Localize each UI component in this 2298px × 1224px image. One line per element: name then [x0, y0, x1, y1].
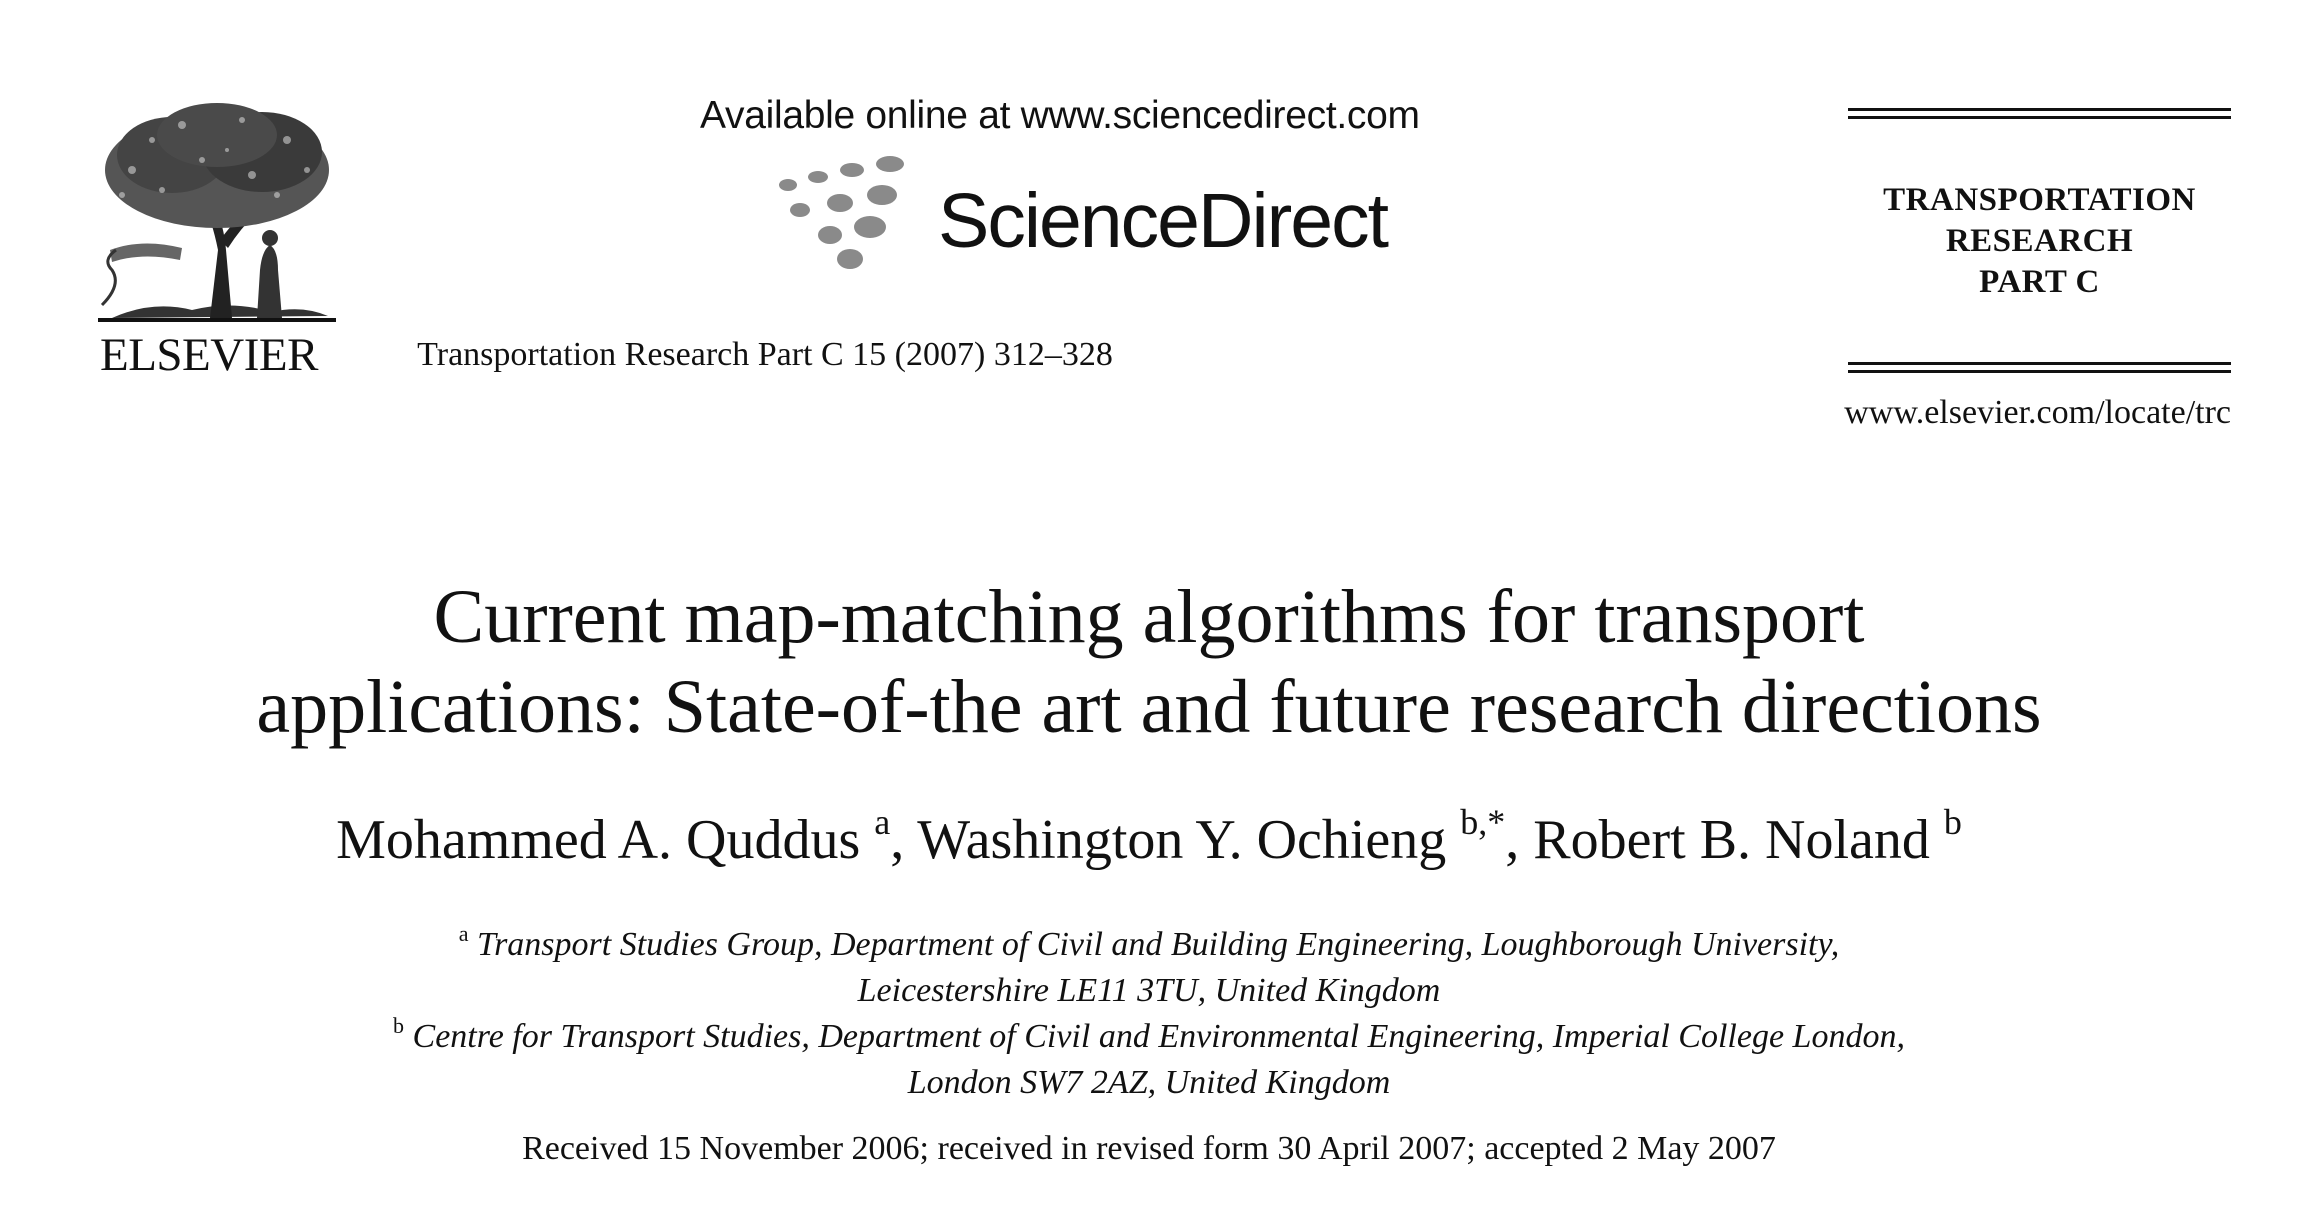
- author-name: Robert B. Noland: [1533, 809, 1930, 871]
- journal-url[interactable]: www.elsevier.com/locate/trc: [1844, 394, 2231, 431]
- author-name: Washington Y. Ochieng: [917, 809, 1447, 871]
- available-online-text: Available online at www.sciencedirect.com: [700, 94, 1420, 137]
- journal-citation-text: Transportation Research Part C 15 (2007) 312–328: [417, 336, 1113, 373]
- author-separator: ,: [890, 809, 918, 871]
- article-title: [0, 572, 2298, 752]
- journal-citation: [0, 338, 1530, 372]
- top-double-rule: [1848, 108, 2231, 119]
- affiliation-line: [0, 922, 2298, 968]
- author-mark: b: [1943, 802, 1962, 842]
- author-mark: a: [874, 802, 891, 842]
- journal-box: [1848, 108, 2231, 378]
- affiliation-text: London SW7 2AZ, United Kingdom: [907, 1064, 1391, 1101]
- author-separator: ,: [1505, 809, 1534, 871]
- affiliation-text: Centre for Transport Studies, Department of Civil and Environmental Engineering, Imperial College London,: [412, 1018, 1905, 1055]
- affiliation-mark: b: [393, 1013, 405, 1038]
- author-mark: b,*: [1460, 802, 1506, 842]
- journal-name: [1848, 180, 2231, 303]
- elsevier-tree-icon: [92, 100, 342, 330]
- journal-name-line: PART C: [1979, 264, 2100, 300]
- affiliation-text: Leicestershire LE11 3TU, United Kingdom: [857, 972, 1441, 1009]
- journal-name-line: RESEARCH: [1945, 223, 2134, 259]
- journal-name-line: TRANSPORTATION: [1883, 182, 2196, 218]
- affiliation-line: [0, 1060, 2298, 1106]
- author-list: [0, 802, 2298, 872]
- affiliation-text: Transport Studies Group, Department of Civil and Building Engineering, Loughborough University,: [477, 926, 1840, 963]
- author-name: Mohammed A. Quddus: [336, 809, 861, 871]
- affiliations: [0, 922, 2298, 1106]
- article-dates: Received 15 November 2006; received in revised form 30 April 2007; accepted 2 May 2007: [522, 1130, 1776, 1167]
- title-line: applications: State-of-the art and future research directions: [256, 665, 2042, 749]
- affiliation-mark: a: [458, 921, 469, 946]
- affiliation-line: [0, 968, 2298, 1014]
- bottom-double-rule: [1848, 362, 2231, 373]
- sciencedirect-dots-icon: [770, 155, 940, 270]
- affiliation-line: [0, 1014, 2298, 1060]
- sciencedirect-wordmark: ScienceDirect: [938, 178, 1388, 264]
- title-line: Current map-matching algorithms for transport: [433, 575, 1865, 659]
- publisher-name: ELSEVIER: [100, 329, 318, 381]
